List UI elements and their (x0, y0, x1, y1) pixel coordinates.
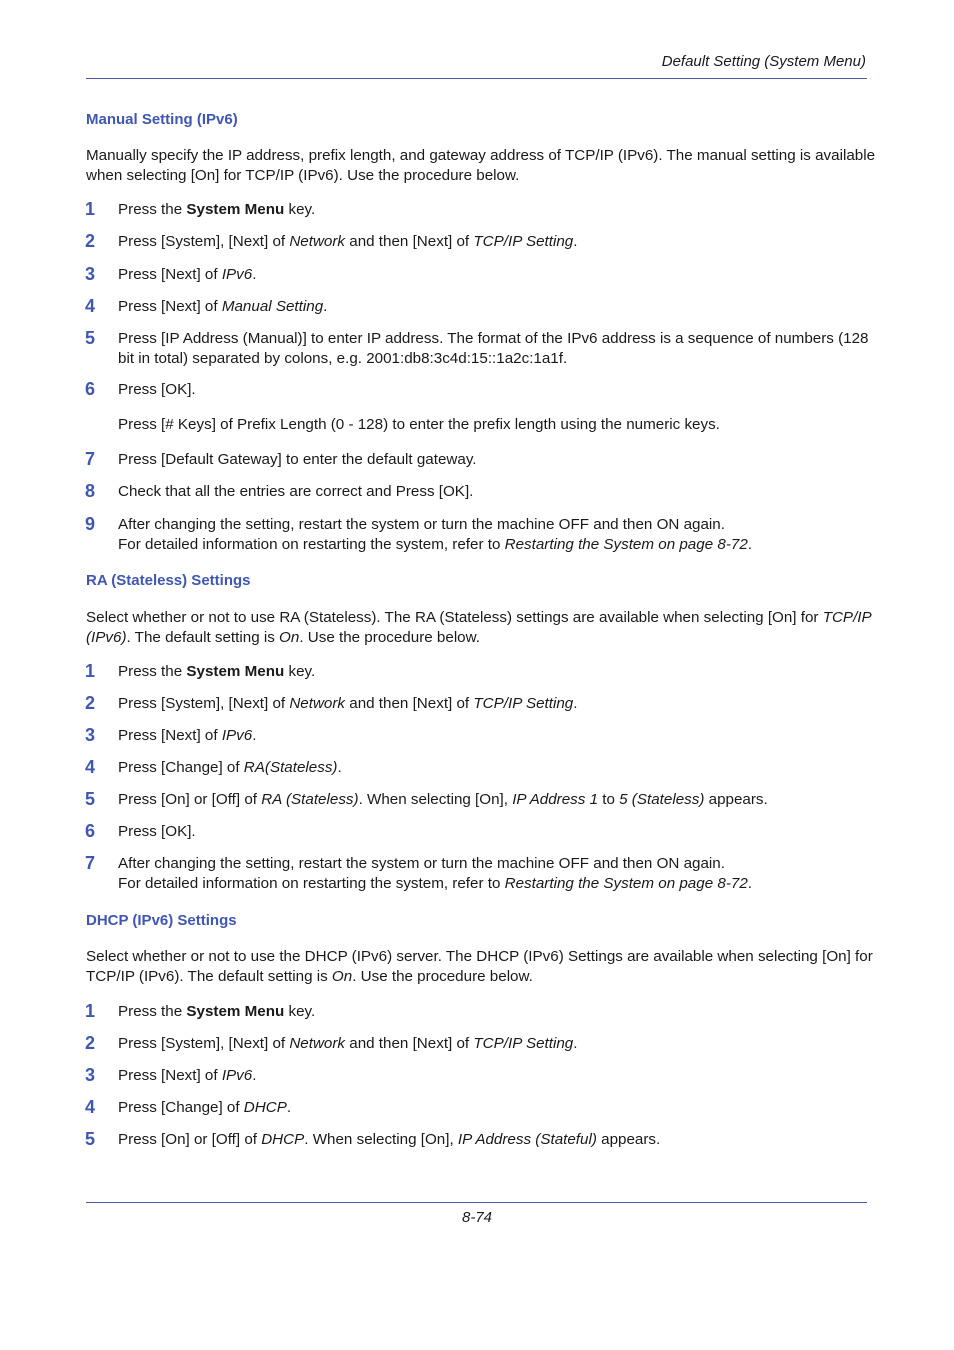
step-number: 1 (85, 199, 96, 219)
step-text: Press [Change] of RA(Stateless). (118, 759, 342, 776)
cross-reference-link[interactable]: Restarting the System on page 8-72 (504, 874, 748, 892)
step-text: Check that all the entries are correct and Press [OK]. (118, 483, 474, 500)
step-text: Press [# Keys] of Prefix Length (0 - 128) to enter the prefix length using the numeric keys. (118, 416, 720, 433)
step-text: Press [Next] of IPv6. (118, 727, 257, 744)
page-number: 8-74 (461, 1209, 493, 1226)
step-number: 7 (85, 449, 96, 469)
step-text: After changing the setting, restart the system or turn the machine OFF and then ON again. For detailed information on restarting the system, refer to Restarting the System on page 8-72. (118, 516, 753, 553)
step-text: Press [IP Address (Manual)] to enter IP address. The format of the IPv6 address is a sequence of numbers (128 bit in total) separated by colons, e.g. 2001:db8:3c4d:15::1a2c:1a1f. (118, 330, 869, 367)
step-number: 4 (85, 1097, 96, 1117)
header-rule (86, 78, 867, 79)
step-number: 2 (85, 231, 96, 251)
step-text: Press [System], [Next] of Network and then [Next] of TCP/IP Setting. (118, 695, 578, 712)
step-text: Press the System Menu key. (118, 1003, 316, 1020)
section-intro-dhcp: Select whether or not to use the DHCP (IPv6) server. The DHCP (IPv6) Settings are available when selecting [On] for TCP/IP (IPv6). The default setting is On. Use the procedure below. (86, 948, 873, 985)
step-number: 6 (85, 821, 96, 841)
step-number: 3 (85, 264, 96, 284)
step-number: 1 (85, 661, 96, 681)
step-text: Press the System Menu key. (118, 201, 316, 218)
step-number: 7 (85, 853, 96, 873)
step-text: Press [OK]. (118, 823, 196, 840)
step-text: Press [OK]. (118, 381, 196, 398)
step-text: Press the System Menu key. (118, 663, 316, 680)
section-title-manual-setting: Manual Setting (IPv6) (86, 111, 238, 128)
cross-reference-link[interactable]: Restarting the System on page 8-72 (504, 535, 748, 553)
step-number: 2 (85, 1033, 96, 1053)
step-number: 6 (85, 379, 96, 399)
step-number: 1 (85, 1001, 96, 1021)
step-text: Press [System], [Next] of Network and then [Next] of TCP/IP Setting. (118, 233, 578, 250)
footer-rule (86, 1202, 867, 1203)
step-number: 4 (85, 296, 96, 316)
step-text: Press [Next] of IPv6. (118, 1067, 257, 1084)
step-text: Press [On] or [Off] of RA (Stateless). When selecting [On], IP Address 1 to 5 (Stateless) appears. (118, 791, 768, 808)
step-text: Press [Next] of Manual Setting. (118, 298, 328, 315)
step-number: 2 (85, 693, 96, 713)
step-text: Press [Default Gateway] to enter the default gateway. (118, 451, 477, 468)
section-title-dhcp: DHCP (IPv6) Settings (86, 912, 237, 929)
step-text: Press [Next] of IPv6. (118, 266, 257, 283)
running-header: Default Setting (System Menu) (661, 53, 866, 70)
step-text: Press [System], [Next] of Network and then [Next] of TCP/IP Setting. (118, 1035, 578, 1052)
section-intro-ra-stateless: Select whether or not to use RA (Stateless). The RA (Stateless) settings are available when selecting [On] for TCP/IP (IPv6). The default setting is On. Use the procedure below. (86, 609, 872, 646)
section-title-ra-stateless: RA (Stateless) Settings (86, 572, 251, 589)
step-number: 5 (85, 1129, 96, 1149)
step-text: Press [On] or [Off] of DHCP. When selecting [On], IP Address (Stateful) appears. (118, 1131, 661, 1148)
step-number: 3 (85, 725, 96, 745)
step-number: 9 (85, 514, 96, 534)
step-number: 8 (85, 481, 96, 501)
section-intro-manual-setting: Manually specify the IP address, prefix length, and gateway address of TCP/IP (IPv6). The manual setting is available when selecting [On] for TCP/IP (IPv6). Use the procedure below. (86, 147, 876, 184)
step-number: 5 (85, 328, 96, 348)
step-text: Press [Change] of DHCP. (118, 1099, 292, 1116)
step-number: 3 (85, 1065, 96, 1085)
step-text: After changing the setting, restart the system or turn the machine OFF and then ON again. For detailed information on restarting the system, refer to Restarting the System on page 8-72. (118, 855, 753, 892)
step-number: 4 (85, 757, 96, 777)
step-number: 5 (85, 789, 96, 809)
